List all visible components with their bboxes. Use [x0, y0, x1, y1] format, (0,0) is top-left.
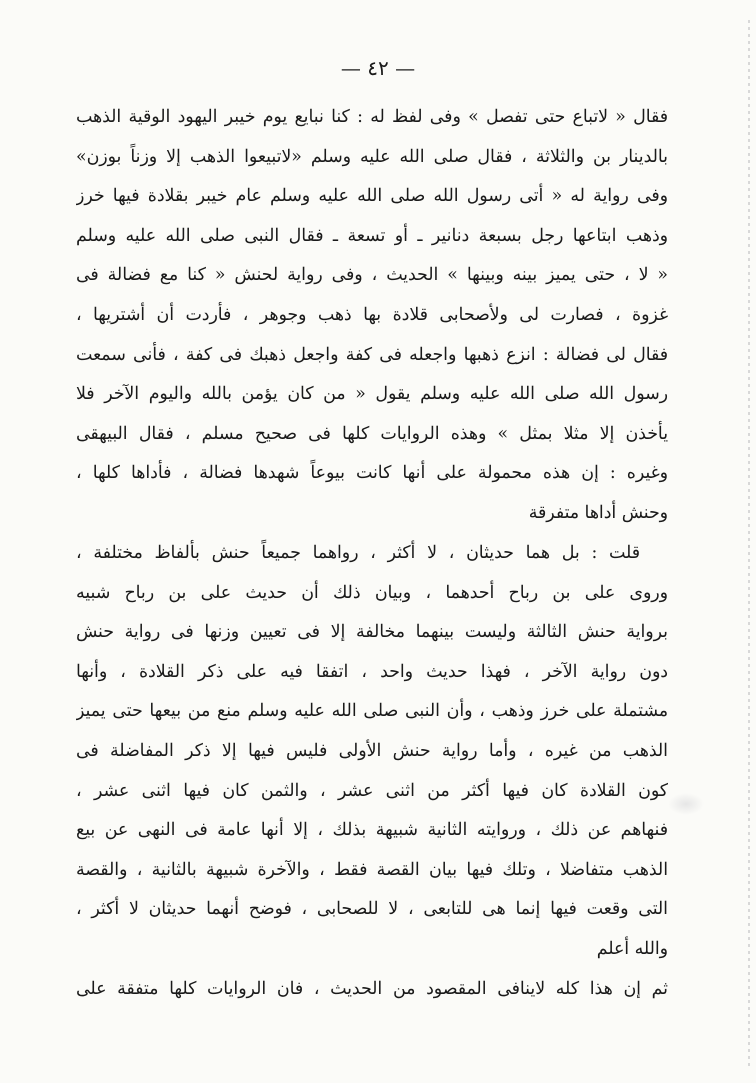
text-line: دون رواية الآخر ، فهذا حديث واحد ، اتفقا فيه على ذكر القلادة ، وأنها: [76, 661, 668, 682]
text-line: وذهب ابتاعها رجل بسبعة دنانير ـ أو تسعة ـ فقال النبى صلى الله عليه وسلم: [76, 225, 668, 246]
scan-smudge: [668, 793, 704, 815]
text-line: فنهاهم عن ذلك ، وروايته الثانية شبيهة بذلك ، إلا أنها عامة فى النهى عن بيع: [76, 820, 668, 841]
paragraph-2: [76, 534, 668, 970]
text-line: وحنش أداها متفرقة: [528, 502, 668, 523]
text-line: الذهب متفاضلا ، وتلك فيها بيان القصة فقط ، والآخرة شبيهة بالثانية ، والقصة: [76, 859, 668, 880]
text-line: التى وقعت فيها إنما هى للتابعى ، لا للصحابى ، فوضح أنهما حديثان لا أكثر ،: [76, 899, 668, 920]
page-edge-shadow: [748, 20, 750, 1070]
text-line: وروى على بن رباح أحدهما ، وبيان ذلك أن حديث على بن رباح شبيه: [76, 582, 668, 603]
text-line: برواية حنش الثالثة وليست بينهما مخالفة إلا فى تعيين وزنها فى رواية حنش: [76, 622, 668, 643]
paragraph-3: [76, 970, 668, 1010]
text-line: ثم إن هذا كله لاينافى المقصود من الحديث ، فان الروايات كلها متفقة على: [76, 979, 668, 999]
text-line: فقال لى فضالة : انزع ذهبها واجعله فى كفة واجعل ذهبك فى كفة ، فأنى سمعت: [76, 344, 668, 365]
text-line: غزوة ، فصارت لى ولأصحابى قلادة بها ذهب وجوهر ، فأردت أن أشتريها ،: [76, 304, 668, 325]
text-line: كون القلادة كان فيها أكثر من اثنى عشر ، والثمن كان فيها اثنى عشر ،: [76, 780, 668, 801]
text-line: رسول الله صلى الله عليه وسلم يقول « من كان يؤمن بالله واليوم الآخر فلا: [76, 384, 668, 405]
text-line: قلت : بل هما حديثان ، لا أكثر ، رواهما جميعاً حنش بألفاظ مختلفة ،: [76, 543, 640, 563]
text-line: بالدينار بن والثلاثة ، فقال صلى الله عليه وسلم «لاتبيعوا الذهب إلا وزناً بوزن»: [76, 146, 668, 167]
text-line: « لا ، حتى يميز بينه وبينها » الحديث ، وفى رواية لحنش « كنا مع فضالة فى: [76, 265, 668, 286]
text-line: فقال « لاتباع حتى تفصل » وفى لفظ له : كنا نبايع يوم خيبر اليهود الوقية الذهب: [76, 107, 668, 127]
text-line: وفى رواية له « أتى رسول الله صلى الله عليه وسلم عام خيبر بقلادة فيها خرز: [76, 186, 668, 207]
text-line: وغيره : إن هذه محمولة على أنها كانت بيوعاً شهدها فضالة ، فأداها كلها ،: [76, 463, 668, 484]
text-line: الذهب من غيره ، وأما رواية حنش الأولى فليس فيها إلا ذكر المفاضلة فى: [76, 740, 668, 761]
page-number: — ٤٢ —: [340, 56, 416, 80]
paragraph-1: [76, 98, 668, 534]
text-line: مشتملة على خرز وذهب ، وأن النبى صلى الله عليه وسلم منع من بيعها حتى يميز: [76, 701, 668, 722]
text-line: والله أعلم: [596, 938, 668, 959]
text-line: يأخذن إلا مثلا بمثل » وهذه الروايات كلها فى صحيح مسلم ، فقال البيهقى: [76, 423, 668, 444]
